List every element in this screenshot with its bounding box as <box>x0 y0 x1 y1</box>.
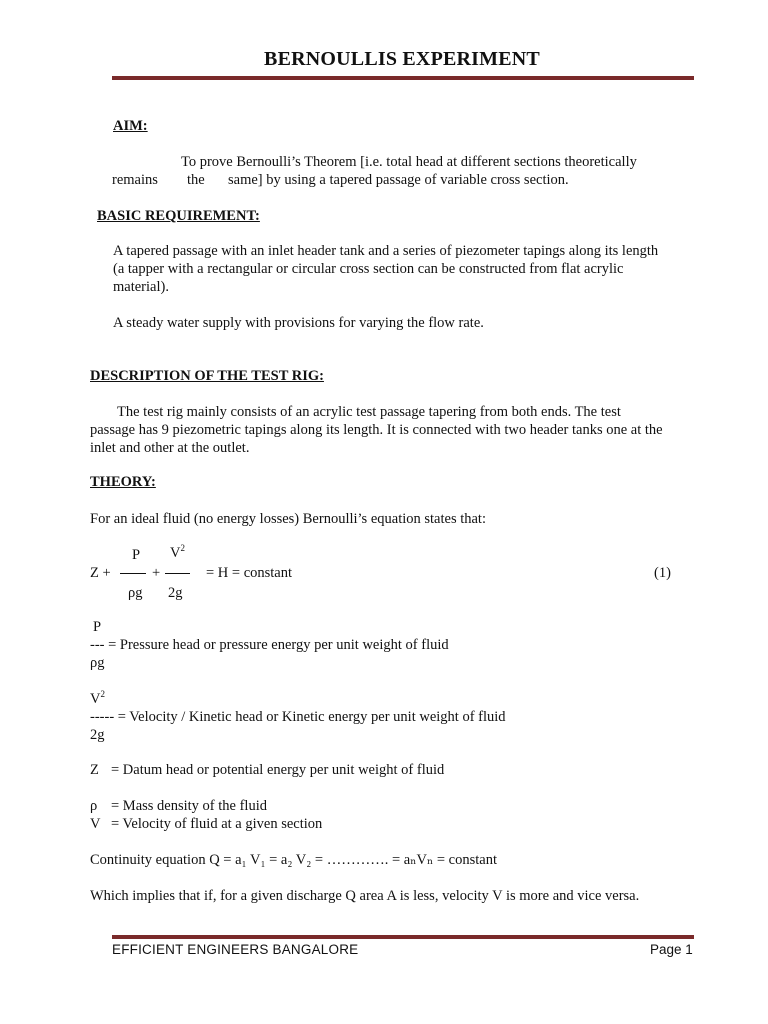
description-line-1: The test rig mainly consists of an acrylic test passage tapering from both ends. The test <box>117 404 621 420</box>
description-heading: DESCRIPTION OF THE TEST RIG: <box>90 368 324 384</box>
basic-p1-line-3: material). <box>113 279 169 295</box>
def-velocity-head: ----- = Velocity / Kinetic head or Kinetic energy per unit weight of fluid <box>90 709 506 725</box>
continuity-implication: Which implies that if, for a given discharge Q area A is less, velocity V is more and vice versa. <box>90 888 640 904</box>
header-rule <box>112 76 694 80</box>
def-datum-head: = Datum head or potential energy per unit weight of fluid <box>111 762 445 778</box>
def-datum-symbol: Z <box>90 762 99 778</box>
equation-rhs: = H = constant <box>206 565 293 581</box>
aim-line-2-word-1: remains <box>112 172 158 188</box>
equation-lhs: Z + <box>90 565 111 581</box>
def-velocity-symbol: V <box>90 816 101 832</box>
description-line-3: inlet and other at the outlet. <box>90 440 250 456</box>
continuity-equation: Continuity equation Q = a₁ V₁ = a₂ V₂ = …………. = aₙVₙ = constant <box>90 852 497 868</box>
def-density-symbol: ρ <box>90 798 98 814</box>
def-pressure-numerator: P <box>93 619 102 635</box>
def-velocity-numerator: $V^2$ <box>90 689 105 707</box>
footer-organization: EFFICIENT ENGINEERS BANGALORE <box>112 942 359 957</box>
def-pressure-denominator: ρg <box>90 655 105 671</box>
equation-p-numerator: P <box>132 547 141 563</box>
aim-line-2-rest: same] by using a tapered passage of variable cross section. <box>228 172 569 188</box>
aim-line-1: To prove Bernoulli’s Theorem [i.e. total head at different sections theoretically <box>181 154 637 170</box>
equation-fraction-bar-1 <box>120 573 146 574</box>
equation-v-numerator: $V^2$ <box>170 543 185 561</box>
footer-rule <box>112 935 694 939</box>
def-pressure-head: --- = Pressure head or pressure energy per unit weight of fluid <box>90 637 449 653</box>
basic-p1-line-2: (a tapper with a rectangular or circular cross section can be constructed from flat acrylic <box>113 261 624 277</box>
aim-heading: AIM: <box>113 118 148 134</box>
equation-plus: + <box>152 565 161 581</box>
basic-p1-line-1: A tapered passage with an inlet header tank and a series of piezometer tapings along its length <box>113 243 659 259</box>
equation-number: (1) <box>654 565 671 581</box>
def-velocity-denominator: 2g <box>90 727 105 743</box>
basic-requirement-heading: BASIC REQUIREMENT: <box>97 208 260 224</box>
equation-2g-denominator: 2g <box>168 585 183 601</box>
page-title: BERNOULLIS EXPERIMENT <box>264 48 540 70</box>
theory-intro: For an ideal fluid (no energy losses) Bernoulli’s equation states that: <box>90 511 486 527</box>
def-velocity: = Velocity of fluid at a given section <box>111 816 323 832</box>
theory-heading: THEORY: <box>90 474 156 490</box>
bernoulli-equation <box>88 540 698 602</box>
equation-rho-g-denominator: ρg <box>128 585 143 601</box>
def-density: = Mass density of the fluid <box>111 798 267 814</box>
basic-p2: A steady water supply with provisions for varying the flow rate. <box>113 315 484 331</box>
description-line-2: passage has 9 piezometric tapings along its length. It is connected with two header tanks one at the <box>90 422 663 438</box>
equation-fraction-bar-2 <box>165 573 190 574</box>
page-number: Page 1 <box>650 942 693 957</box>
aim-line-2-word-2: the <box>187 172 205 188</box>
